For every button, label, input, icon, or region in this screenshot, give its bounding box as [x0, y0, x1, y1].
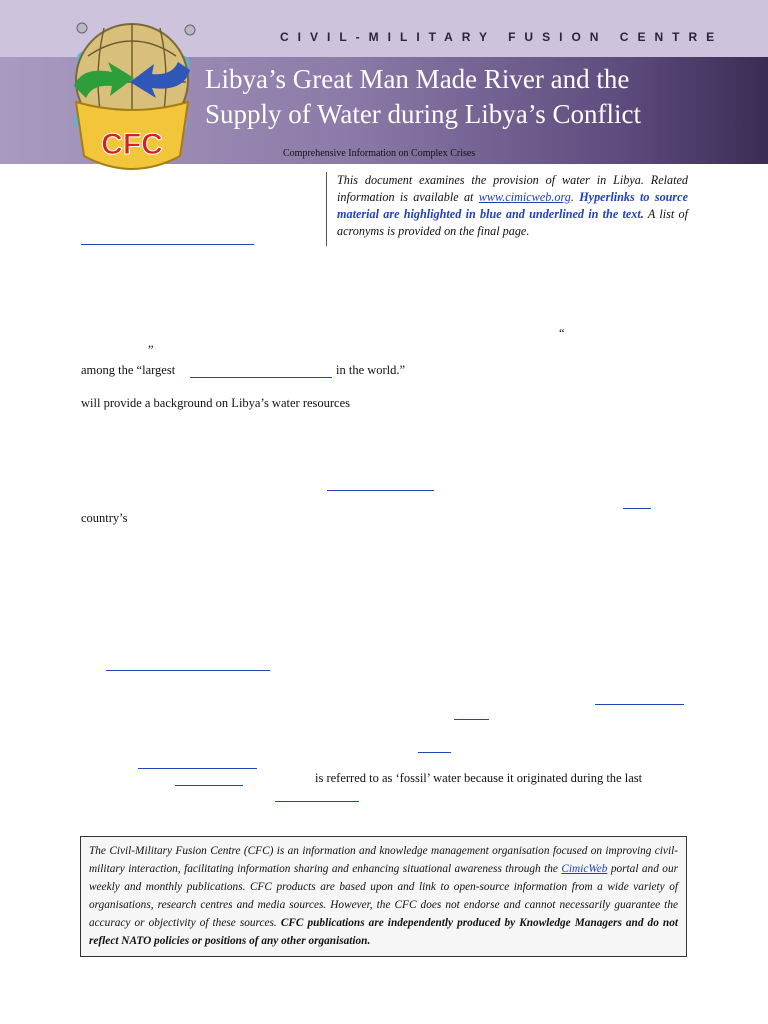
centre-name: CIVIL-MILITARY FUSION CENTRE [280, 30, 724, 44]
hyperlink-underline[interactable] [595, 704, 684, 705]
title-line-1: Libya’s Great Man Made River and the [205, 64, 630, 94]
cfc-logo-icon [52, 6, 212, 178]
body-text-world: in the world.” [336, 363, 406, 377]
hyperlink-underline[interactable] [138, 768, 257, 769]
cfc-disclaimer-box: The Civil-Military Fusion Centre (CFC) is an information and knowledge management organisation focused on improving civil-military interaction, facilitating information sharing and enhancing situational awareness through the CimicWeb portal and our weekly and monthly publications. CFC products are based upon and link to open-source information from a wide variety of organisations, research centres and media sources. However, the CFC does not endorse and cannot necessarily guarantee the accuracy or objectivity of these sources. CFC publications are independently produced by Knowledge Managers and do not reflect NATO policies or positions of any other organisation. [80, 836, 687, 957]
intro-text: This document examines the provision of water in Libya. Related information is available at [337, 173, 688, 204]
hyperlink-underline[interactable] [418, 752, 451, 753]
hyperlink-underline[interactable] [106, 670, 270, 671]
document-title [205, 62, 765, 132]
close-quote: ” [148, 343, 154, 357]
intro-hyperlink-note: Hyperlinks to source material are highlighted in blue and underlined in the text. [337, 190, 688, 221]
hyperlink-underline[interactable] [275, 801, 359, 802]
body-text-among: among the “largest [81, 363, 176, 377]
hyperlink-underline[interactable] [327, 490, 434, 491]
cimicweb-portal-link[interactable]: CimicWeb [561, 863, 608, 875]
hyperlink-underline[interactable] [175, 785, 243, 786]
open-quote: “ [559, 326, 565, 340]
logo-text: CFC [101, 128, 163, 161]
cimicweb-link[interactable]: www.cimicweb.org [478, 190, 571, 204]
hyperlink-underline[interactable] [81, 244, 254, 245]
intro-box: This document examines the provision of water in Libya. Related information is available at www.cimicweb.org. Hyperlinks to source material are highlighted in blue and underlined in the text. A list of acronyms is provided on the final page. [326, 172, 688, 246]
disclaimer-text: The Civil-Military Fusion Centre (CFC) is an information and knowledge management organisation focused on improving civil-military interaction, facilitating information sharing and enhancing situational awareness through the [89, 845, 678, 875]
hyperlink-underline[interactable] [190, 377, 332, 378]
hyperlink-underline[interactable] [454, 719, 489, 720]
body-text-fossil: is referred to as ‘fossil’ water because it originated during the last [315, 771, 643, 785]
disclaimer-bold: CFC publications are independently produced by Knowledge Managers and do not reflect NATO policies or positions of any other organisation. [89, 917, 678, 947]
title-line-2: Supply of Water during Libya’s Conflict [205, 99, 642, 129]
body-text-countrys: country’s [81, 511, 128, 525]
hyperlink-underline[interactable] [623, 508, 651, 509]
document-subtitle: Comprehensive Information on Complex Crises [283, 148, 476, 159]
body-text-background: will provide a background on Libya’s water resources [81, 396, 351, 410]
